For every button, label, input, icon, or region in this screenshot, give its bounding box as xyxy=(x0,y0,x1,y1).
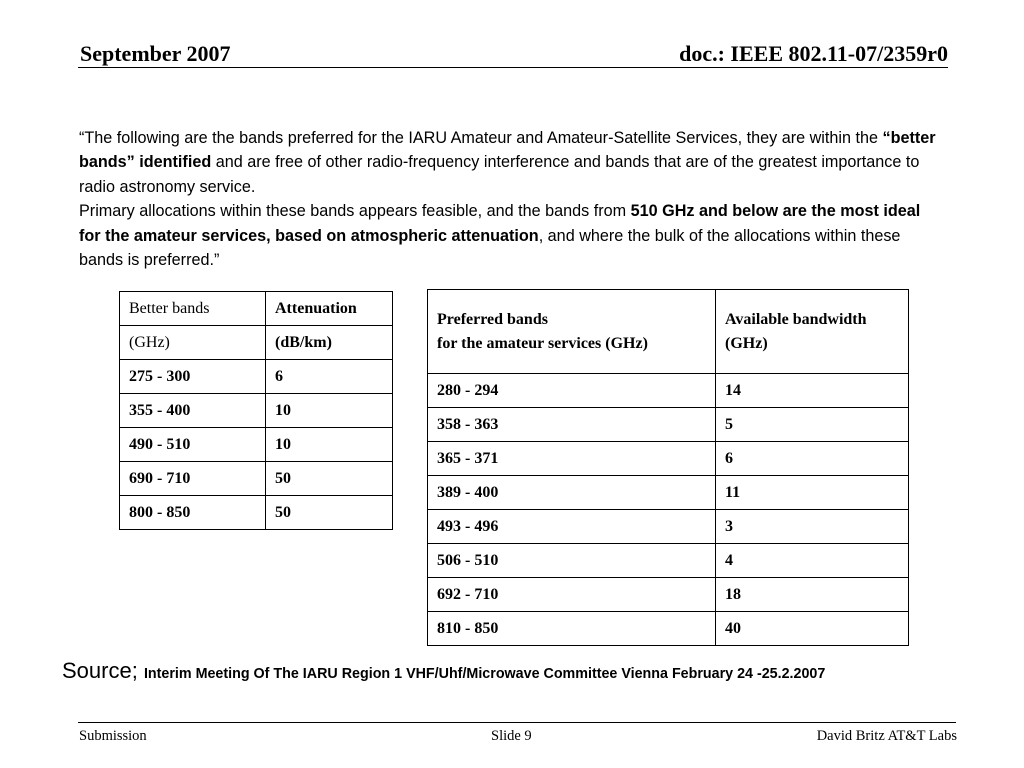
table-row xyxy=(428,476,909,510)
table-header-row xyxy=(120,292,393,326)
header-doc-id: doc.: IEEE 802.11-07/2359r0 xyxy=(679,41,948,66)
footer-submission: Submission xyxy=(79,728,147,744)
attenuation-cell: 50 xyxy=(266,462,393,496)
source-citation xyxy=(62,658,825,684)
quote-paragraph-2 xyxy=(79,199,939,272)
quote-p2-text-a: Primary allocations within these bands appears feasible, and the bands from xyxy=(79,202,631,221)
table-header-row xyxy=(428,290,909,374)
table-row xyxy=(120,496,393,530)
quote-p2-bold: 510 GHz and below are the most ideal for the amateur services, based on atmospheric attenuation xyxy=(79,202,921,245)
table-units-row xyxy=(120,326,393,360)
table-row xyxy=(428,442,909,476)
bandwidth-cell: 14 xyxy=(716,374,909,408)
table-row xyxy=(428,612,909,646)
bandwidth-cell: 40 xyxy=(716,612,909,646)
bandwidth-cell: 18 xyxy=(716,578,909,612)
units-cell-ghz: (GHz) xyxy=(120,326,266,360)
header-bandwidth-line1: Available bandwidth xyxy=(725,310,867,328)
bandwidth-cell: 6 xyxy=(716,442,909,476)
band-cell: 355 - 400 xyxy=(120,394,266,428)
preferred-band-cell: 365 - 371 xyxy=(428,442,716,476)
preferred-bands-table xyxy=(427,289,909,646)
units-cell-dbkm: (dB/km) xyxy=(266,326,393,360)
header-preferred-line1: Preferred bands xyxy=(437,310,548,328)
preferred-band-cell: 358 - 363 xyxy=(428,408,716,442)
preferred-band-cell: 810 - 850 xyxy=(428,612,716,646)
header-cell-attenuation: Attenuation xyxy=(266,292,393,326)
band-cell: 275 - 300 xyxy=(120,360,266,394)
bandwidth-cell: 3 xyxy=(716,510,909,544)
band-cell: 690 - 710 xyxy=(120,462,266,496)
header-preferred-line2: for the amateur services (GHz) xyxy=(437,334,648,352)
source-label: Source; xyxy=(62,658,144,683)
table-row xyxy=(120,428,393,462)
preferred-band-cell: 280 - 294 xyxy=(428,374,716,408)
quote-paragraph-1 xyxy=(79,126,939,199)
attenuation-cell: 10 xyxy=(266,428,393,462)
band-cell: 490 - 510 xyxy=(120,428,266,462)
table-row xyxy=(428,578,909,612)
header-divider xyxy=(78,67,948,68)
header-bandwidth-line2: (GHz) xyxy=(725,334,768,352)
quote-p1-bold: “better bands” identified xyxy=(79,129,936,172)
table-row xyxy=(428,510,909,544)
preferred-band-cell: 493 - 496 xyxy=(428,510,716,544)
quote-p1-text-a: “The following are the bands preferred for the IARU Amateur and Amateur-Satellite Services, they are within the xyxy=(79,129,883,147)
band-cell: 800 - 850 xyxy=(120,496,266,530)
header-cell-better-bands: Better bands xyxy=(120,292,266,326)
table-row xyxy=(120,360,393,394)
better-bands-table xyxy=(119,291,393,530)
bandwidth-cell: 5 xyxy=(716,408,909,442)
attenuation-cell: 6 xyxy=(266,360,393,394)
table-row xyxy=(428,544,909,578)
source-text: Interim Meeting Of The IARU Region 1 VHF/Uhf/Microwave Committee Vienna February 24 -25.2.2007 xyxy=(143,666,826,682)
header-cell-available-bandwidth xyxy=(716,290,909,374)
footer-divider xyxy=(78,722,956,723)
attenuation-cell: 50 xyxy=(266,496,393,530)
quote-p1-text-c: and are free of other radio-frequency interference and bands that are of the greatest importance to radio astronomy service. xyxy=(79,153,920,196)
header-cell-preferred-bands xyxy=(428,290,716,374)
bandwidth-cell: 4 xyxy=(716,544,909,578)
footer-slide-number: Slide 9 xyxy=(491,728,532,744)
preferred-band-cell: 506 - 510 xyxy=(428,544,716,578)
quote-block xyxy=(79,126,939,272)
table-row xyxy=(120,462,393,496)
attenuation-cell: 10 xyxy=(266,394,393,428)
footer-author: David Britz AT&T Labs xyxy=(816,728,957,744)
preferred-band-cell: 389 - 400 xyxy=(428,476,716,510)
table-row xyxy=(428,408,909,442)
table-row xyxy=(428,374,909,408)
quote-p2-text-c: , and where the bulk of the allocations within these bands is preferred.” xyxy=(79,226,901,270)
table-row xyxy=(120,394,393,428)
preferred-band-cell: 692 - 710 xyxy=(428,578,716,612)
bandwidth-cell: 11 xyxy=(716,476,909,510)
header-date: September 2007 xyxy=(80,41,231,66)
